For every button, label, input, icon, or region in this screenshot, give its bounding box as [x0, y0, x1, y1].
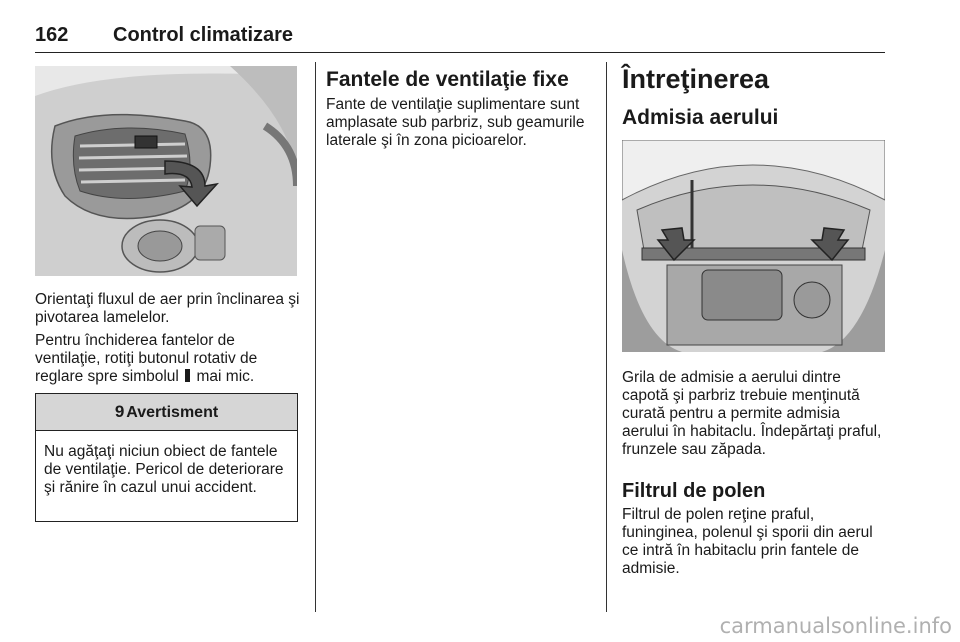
warning-title: Avertisment: [126, 404, 219, 421]
left-text-block: [35, 291, 300, 386]
right-text-block: [622, 369, 890, 578]
vent-close-text: Pentru închiderea fantelor de ventilaţie, rotiţi butonul rotativ de reglare spre simbolul: [35, 332, 258, 385]
maintenance-heading: Întreţinerea: [622, 64, 770, 94]
fixed-vents-paragraph: Fante de ventilaţie suplimentare sunt amplasate sub parbriz, sub geamurile laterale şi în zona picioarelor.: [326, 96, 585, 149]
warning-body: Nu agăţaţi niciun obiect de fantele de ventilaţie. Pericol de deteriorare şi rănire în cazul unui accident.: [44, 443, 284, 496]
page-number: 162: [35, 24, 69, 46]
page-header: [35, 20, 885, 53]
engine-bay-drawing: [622, 140, 885, 352]
fixed-vents-heading: Fantele de ventilaţie fixe: [326, 68, 569, 91]
warning-header: [36, 394, 297, 431]
pollen-filter-paragraph: Filtrul de polen reţine praful, funinginea, polenul şi sporii din aerul ce intră în habitaclu prin fantele de admisie.: [622, 506, 873, 577]
vent-close-paragraph: [35, 332, 300, 386]
pollen-filter-heading: Filtrul de polen: [622, 480, 766, 502]
air-vent-illustration: [35, 66, 297, 276]
air-vent-drawing: [35, 66, 297, 276]
column-divider-right: [606, 62, 607, 612]
engine-bay-illustration: [622, 140, 885, 352]
vent-close-text-end: mai mic.: [196, 368, 255, 385]
small-bar-symbol-icon: [185, 369, 190, 382]
right-header-block: [622, 64, 890, 130]
column-divider-left: [315, 62, 316, 612]
watermark: carmanualsonline.info: [719, 614, 952, 638]
middle-text-block: [326, 68, 594, 150]
air-intake-heading: Admisia aerului: [622, 106, 779, 129]
warning-box: [35, 393, 298, 522]
warning-symbol-icon: 9: [114, 402, 125, 421]
chapter-title: Control climatizare: [113, 24, 294, 46]
air-intake-paragraph: Grila de admisie a aerului dintre capotă şi parbriz trebuie menţinută curată pentru a permite admisia aerului în habitaclu. Îndepărtaţi praful, frunzele sau zăpada.: [622, 369, 882, 458]
vent-adjust-paragraph: Orientaţi fluxul de aer prin înclinarea şi pivotarea lamelelor.: [35, 291, 300, 326]
